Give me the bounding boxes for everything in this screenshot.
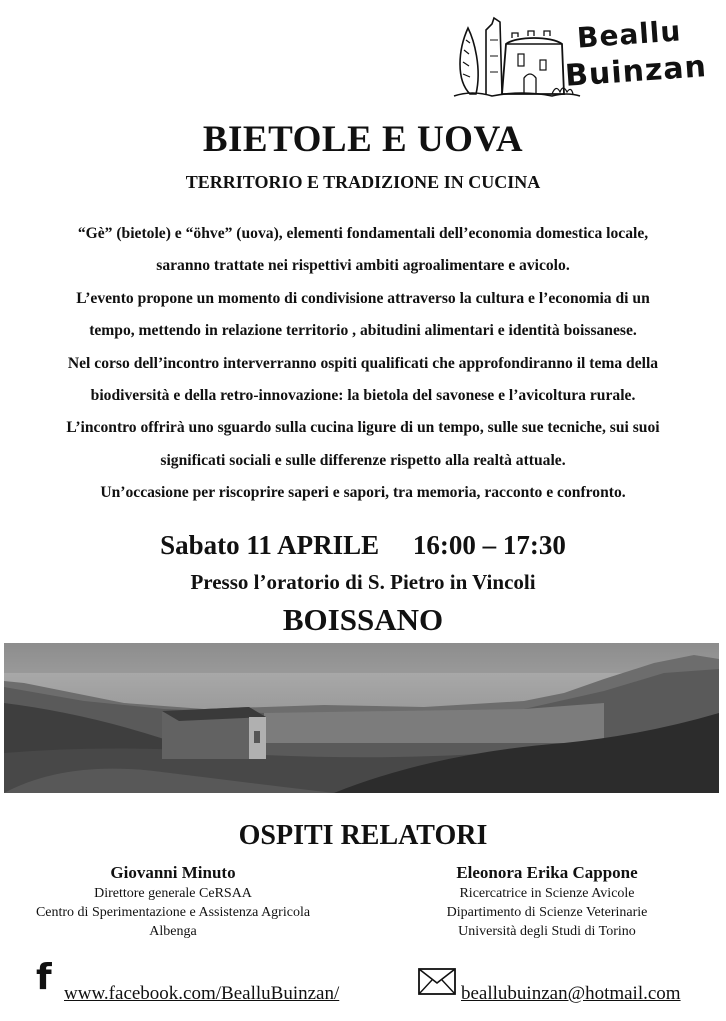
tower-logo-icon	[452, 10, 582, 102]
landscape-photo	[4, 643, 719, 793]
envelope-icon	[418, 968, 456, 995]
event-date-time	[0, 530, 726, 561]
logo	[452, 10, 714, 102]
description-line: saranno trattate nei rispettivi ambiti agroalimentare e avicolo.	[156, 257, 570, 275]
speaker-role: Ricercatrice in Scienze Avicole	[459, 886, 635, 901]
event-title: BIETOLE E UOVA	[202, 119, 524, 160]
description-line: L’evento propone un momento di condivisione attraverso la cultura e l’economia di un	[76, 289, 650, 307]
speaker-card	[402, 862, 692, 941]
speaker-card	[8, 862, 338, 941]
event-venue: Presso l’oratorio di S. Pietro in Vincoli	[190, 570, 536, 594]
guests-heading: OSPITI RELATORI	[238, 820, 488, 851]
description-line: Nel corso dell’incontro interverranno ospiti qualificati che approfondiranno il tema della	[67, 354, 659, 372]
description-line: “Gè” (bietole) e “öhve” (uova), elementi fondamentali dell’economia domestica locale,	[77, 225, 649, 242]
email-link[interactable]: beallubuinzan@hotmail.com	[461, 983, 681, 1004]
event-time: 16:00 – 17:30	[412, 530, 566, 560]
logo-text-buinzan: Buinzan	[563, 49, 708, 94]
event-description	[4, 218, 722, 510]
event-town: BOISSANO	[282, 602, 444, 637]
description-line: tempo, mettendo in relazione territorio , abitudini alimentari e identità boissanese.	[89, 322, 637, 340]
description-line: significati sociali e sulle differenze rispetto alla realtà attuale.	[160, 451, 566, 469]
speaker-organization: Centro di Sperimentazione e Assistenza Agricola	[35, 905, 311, 920]
speaker-organization: Dipartimento di Scienze Veterinarie	[446, 905, 648, 920]
event-subtitle: TERRITORIO E TRADIZIONE IN CUCINA	[185, 172, 541, 192]
description-line: L’incontro offrirà uno sguardo sulla cucina ligure di un tempo, sulle sue tecniche, sui suoi	[66, 419, 660, 437]
speaker-location: Albenga	[149, 924, 197, 939]
speaker-name: Eleonora Erika Cappone	[456, 863, 638, 882]
description-line: Un’occasione per riscoprire saperi e sapori, tra memoria, racconto e confronto.	[100, 484, 626, 502]
logo-text-beallu: Beallu	[575, 14, 683, 55]
speaker-name: Giovanni Minuto	[110, 863, 236, 882]
speaker-role: Direttore generale CeRSAA	[94, 886, 252, 901]
description-line: biodiversità e della retro-innovazione: la bietola del savonese e l’avicoltura rurale.	[90, 387, 636, 405]
facebook-link[interactable]: www.facebook.com/BealluBuinzan/	[64, 983, 340, 1004]
speaker-location: Università degli Studi di Torino	[458, 924, 636, 939]
event-date: Sabato 11 APRILE	[160, 530, 380, 560]
facebook-icon: f	[36, 957, 52, 998]
